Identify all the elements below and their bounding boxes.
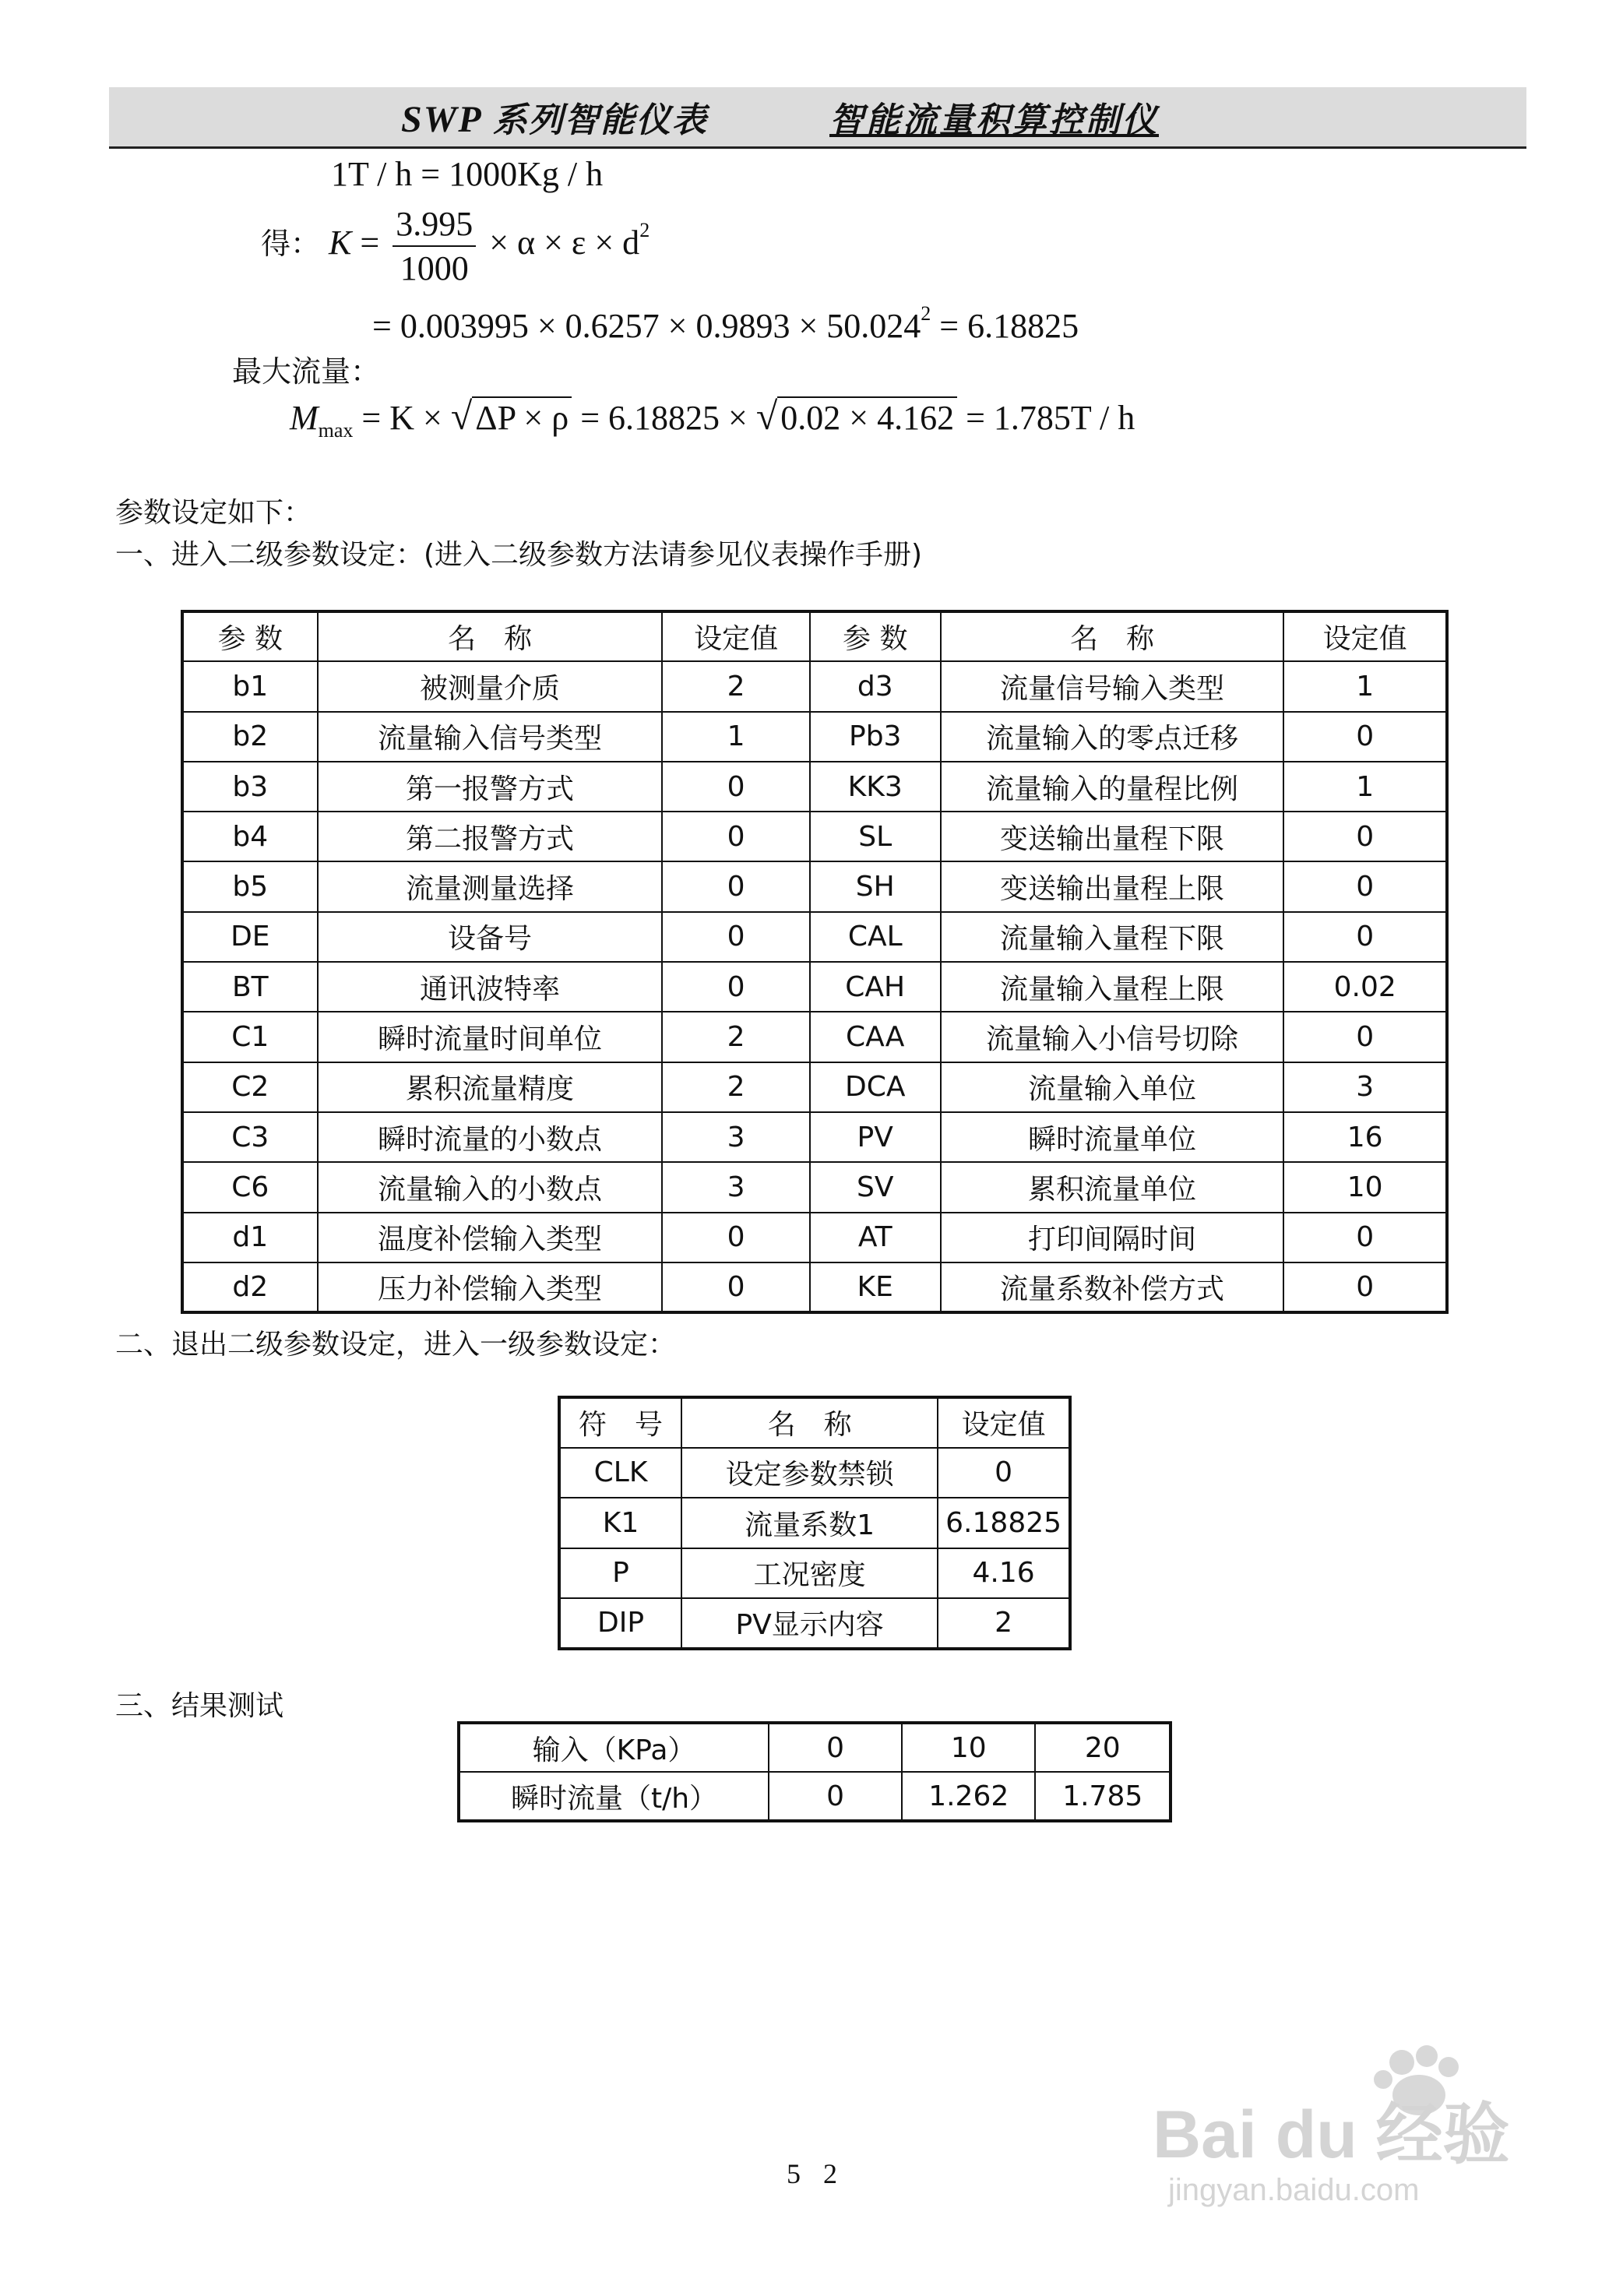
table1-cell: 设备号 xyxy=(318,912,663,962)
table1-cell: 流量输入量程上限 xyxy=(941,962,1284,1012)
table1-cell: KK3 xyxy=(810,762,941,812)
table1-cell: 变送输出量程下限 xyxy=(941,812,1284,861)
section1-title: 一、进入二级参数设定：(进入二级参数方法请参见仪表操作手册) xyxy=(115,539,923,571)
table1-cell: 0 xyxy=(1283,912,1447,962)
table-result-test xyxy=(457,1721,1172,1822)
formula-k-line2-exp: 2 xyxy=(921,302,931,325)
table1-cell: 3 xyxy=(662,1162,810,1212)
table1-cell: 流量信号输入类型 xyxy=(941,661,1284,711)
table2-row xyxy=(559,1498,1070,1548)
table1-cell: BT xyxy=(182,962,318,1012)
table1-header-cell: 参 数 xyxy=(182,611,318,661)
formula-k-numerator: 3.995 xyxy=(393,204,476,247)
table1-row xyxy=(182,861,1447,911)
table1-cell: SV xyxy=(810,1162,941,1212)
table1-cell: 3 xyxy=(1283,1062,1447,1112)
table1-cell: 2 xyxy=(662,1062,810,1112)
table2-header-cell: 符 号 xyxy=(559,1397,681,1448)
table1-row xyxy=(182,1062,1447,1112)
table3-cell: 1.785 xyxy=(1035,1772,1171,1821)
table1-row xyxy=(182,762,1447,812)
table2-cell: DIP xyxy=(559,1598,681,1649)
table1-cell: 0 xyxy=(1283,1262,1447,1312)
table1-row xyxy=(182,1162,1447,1212)
table1-header-cell: 设定值 xyxy=(662,611,810,661)
table1-cell: 1 xyxy=(662,712,810,762)
table2-row xyxy=(559,1598,1070,1649)
section2-title: 二、退出二级参数设定，进入一级参数设定： xyxy=(115,1329,677,1361)
table1-cell: 温度补偿输入类型 xyxy=(318,1213,663,1262)
table1-cell: SL xyxy=(810,812,941,861)
table2-cell: 流量系数1 xyxy=(681,1498,938,1548)
formula-mmax: $M_{max} = K \times √\Delta P \times \rho = 6.18825 \times √0.02 \times 4.162 = 1.785T / h$ xyxy=(290,394,1135,442)
header-series-cn: 系列智能仪表 xyxy=(492,101,708,139)
table1-cell: C1 xyxy=(182,1012,318,1062)
header-series-latin: SWP xyxy=(401,99,483,140)
table2-cell: 4.16 xyxy=(938,1548,1070,1599)
header-series xyxy=(401,92,708,142)
table2-cell: 工况密度 xyxy=(681,1548,938,1599)
table1-cell: 压力补偿输入类型 xyxy=(318,1262,663,1312)
table1-cell: 流量输入的小数点 xyxy=(318,1162,663,1212)
table1-cell: 瞬时流量的小数点 xyxy=(318,1112,663,1162)
table1-cell: 1 xyxy=(1283,661,1447,711)
header-band xyxy=(109,87,1526,149)
table1-cell: 流量输入小信号切除 xyxy=(941,1012,1284,1062)
formula-m-rest-a: = K × xyxy=(361,399,442,437)
table1-cell: 流量系数补偿方式 xyxy=(941,1262,1284,1312)
table1-header-cell: 名 称 xyxy=(318,611,663,661)
formula-k-rest: × α × ε × d xyxy=(489,224,640,262)
table1-cell: 流量输入量程下限 xyxy=(941,912,1284,962)
table1-cell: 累积流量精度 xyxy=(318,1062,663,1112)
table1-cell: 通讯波特率 xyxy=(318,962,663,1012)
table1-cell: Pb3 xyxy=(810,712,941,762)
table2-cell: 6.18825 xyxy=(938,1498,1070,1548)
table1-cell: 流量输入单位 xyxy=(941,1062,1284,1112)
table1-cell: KE xyxy=(810,1262,941,1312)
table1-cell: 第二报警方式 xyxy=(318,812,663,861)
formula-m-rest-b: = 6.18825 × xyxy=(580,399,748,437)
formula-k-result xyxy=(372,302,1079,346)
table3-cell: 10 xyxy=(902,1723,1036,1772)
table1-cell: b1 xyxy=(182,661,318,711)
table1-row xyxy=(182,661,1447,711)
table2-cell: K1 xyxy=(559,1498,681,1548)
table1-cell: 0 xyxy=(662,762,810,812)
header-product: 智能流量积算控制仪 xyxy=(829,100,1159,140)
table2-cell: CLK xyxy=(559,1448,681,1498)
table1-cell: 被测量介质 xyxy=(318,661,663,711)
table3-cell: 瞬时流量（t/h） xyxy=(459,1772,769,1821)
table1-header-cell: 名 称 xyxy=(941,611,1284,661)
table1-cell: 流量输入信号类型 xyxy=(318,712,663,762)
table1-header-cell: 设定值 xyxy=(1283,611,1447,661)
table1-cell: CAA xyxy=(810,1012,941,1062)
table1-row xyxy=(182,1012,1447,1062)
table1-cell: 0 xyxy=(1283,712,1447,762)
formula-m-rest-c: = 1.785T / h xyxy=(966,399,1135,437)
formula-m-subscript: max xyxy=(318,418,354,442)
table2-cell: 0 xyxy=(938,1448,1070,1498)
table3-cell: 输入（KPa） xyxy=(459,1723,769,1772)
table1-cell: 流量输入的量程比例 xyxy=(941,762,1284,812)
table1-row xyxy=(182,1262,1447,1312)
table2-header-cell: 设定值 xyxy=(938,1397,1070,1448)
table3-cell: 1.262 xyxy=(902,1772,1036,1821)
formula-m-sqrt2: 0.02 × 4.162 xyxy=(777,396,957,438)
table1-cell: 0 xyxy=(662,812,810,861)
max-flow-label: 最大流量： xyxy=(232,354,381,389)
table1-cell: 瞬时流量单位 xyxy=(941,1112,1284,1162)
table3-cell: 0 xyxy=(769,1723,902,1772)
table1-cell: d2 xyxy=(182,1262,318,1312)
table3-row xyxy=(459,1772,1171,1821)
table1-cell: b2 xyxy=(182,712,318,762)
table1-header-row xyxy=(182,611,1447,661)
table1-cell: 10 xyxy=(1283,1162,1447,1212)
table2-cell: 2 xyxy=(938,1598,1070,1649)
formula-k-exponent: 2 xyxy=(639,219,650,242)
table1-cell: 打印间隔时间 xyxy=(941,1213,1284,1262)
formula-k-line2-b: = 6.18825 xyxy=(939,307,1079,345)
table1-row xyxy=(182,812,1447,861)
table1-cell: 2 xyxy=(662,1012,810,1062)
table1-cell: DCA xyxy=(810,1062,941,1112)
table2-row xyxy=(559,1548,1070,1599)
table1-cell: AT xyxy=(810,1213,941,1262)
table2-header-cell: 名 称 xyxy=(681,1397,938,1448)
table1-cell: b4 xyxy=(182,812,318,861)
table1-cell: 0 xyxy=(662,1262,810,1312)
table3-cell: 20 xyxy=(1035,1723,1171,1772)
table-level1-params xyxy=(558,1396,1072,1650)
table1-cell: d3 xyxy=(810,661,941,711)
table1-row xyxy=(182,912,1447,962)
table2-cell: P xyxy=(559,1548,681,1599)
table3-row xyxy=(459,1723,1171,1772)
table1-cell: 2 xyxy=(662,661,810,711)
table1-cell: 0.02 xyxy=(1283,962,1447,1012)
table1-cell: b5 xyxy=(182,861,318,911)
table1-cell: 第一报警方式 xyxy=(318,762,663,812)
table1-cell: 累积流量单位 xyxy=(941,1162,1284,1212)
table2-header-row xyxy=(559,1397,1070,1448)
table1-cell: 1 xyxy=(1283,762,1447,812)
table1-cell: 变送输出量程上限 xyxy=(941,861,1284,911)
table2-cell: PV显示内容 xyxy=(681,1598,938,1649)
section3-title: 三、结果测试 xyxy=(115,1690,284,1722)
table1-cell: 流量输入的零点迁移 xyxy=(941,712,1284,762)
table1-cell: PV xyxy=(810,1112,941,1162)
table1-cell: C3 xyxy=(182,1112,318,1162)
table1-row xyxy=(182,712,1447,762)
table1-cell: 0 xyxy=(662,861,810,911)
formula-k-line2-a: = 0.003995 × 0.6257 × 0.9893 × 50.024 xyxy=(372,307,921,345)
table2-row xyxy=(559,1448,1070,1498)
table-level2-params xyxy=(181,610,1449,1314)
table1-header-cell: 参 数 xyxy=(810,611,941,661)
table1-cell: CAH xyxy=(810,962,941,1012)
table1-row xyxy=(182,1112,1447,1162)
baidu-watermark-logo xyxy=(1121,2041,1526,2212)
table3-cell: 0 xyxy=(769,1772,902,1821)
watermark-brand: Bai du 经验 xyxy=(1153,2097,1510,2172)
page-number: 5 2 xyxy=(787,2158,845,2189)
table1-cell: 0 xyxy=(1283,1213,1447,1262)
table1-cell: 16 xyxy=(1283,1112,1447,1162)
table1-cell: d1 xyxy=(182,1213,318,1262)
table1-row xyxy=(182,962,1447,1012)
table1-cell: DE xyxy=(182,912,318,962)
table1-row xyxy=(182,1213,1447,1262)
table1-cell: C2 xyxy=(182,1062,318,1112)
table1-cell: 流量测量选择 xyxy=(318,861,663,911)
table1-cell: 0 xyxy=(1283,812,1447,861)
table1-cell: C6 xyxy=(182,1162,318,1212)
table2-cell: 设定参数禁锁 xyxy=(681,1448,938,1498)
table1-cell: 0 xyxy=(1283,861,1447,911)
formula-unit-equation: 1T / h = 1000Kg / h xyxy=(331,155,604,193)
table1-cell: 0 xyxy=(662,962,810,1012)
table1-cell: b3 xyxy=(182,762,318,812)
table1-cell: 3 xyxy=(662,1112,810,1162)
section-intro: 参数设定如下： xyxy=(115,497,312,529)
formula-k-denominator: 1000 xyxy=(400,249,469,287)
table1-cell: SH xyxy=(810,861,941,911)
table1-cell: 0 xyxy=(662,1213,810,1262)
table1-cell: CAL xyxy=(810,912,941,962)
formula-de-label: 得： xyxy=(261,227,321,262)
table1-cell: 0 xyxy=(662,912,810,962)
table1-cell: 0 xyxy=(1283,1012,1447,1062)
formula-m-sqrt1: ΔP × ρ xyxy=(472,396,572,438)
formula-k-fraction xyxy=(393,204,476,288)
table1-cell: 瞬时流量时间单位 xyxy=(318,1012,663,1062)
formula-k: 得： K = $\frac{3.995}{1000}$ × $\alpha \times \varepsilon \times d^2$ xyxy=(261,205,650,287)
watermark-url: jingyan.baidu.com xyxy=(1168,2173,1420,2207)
